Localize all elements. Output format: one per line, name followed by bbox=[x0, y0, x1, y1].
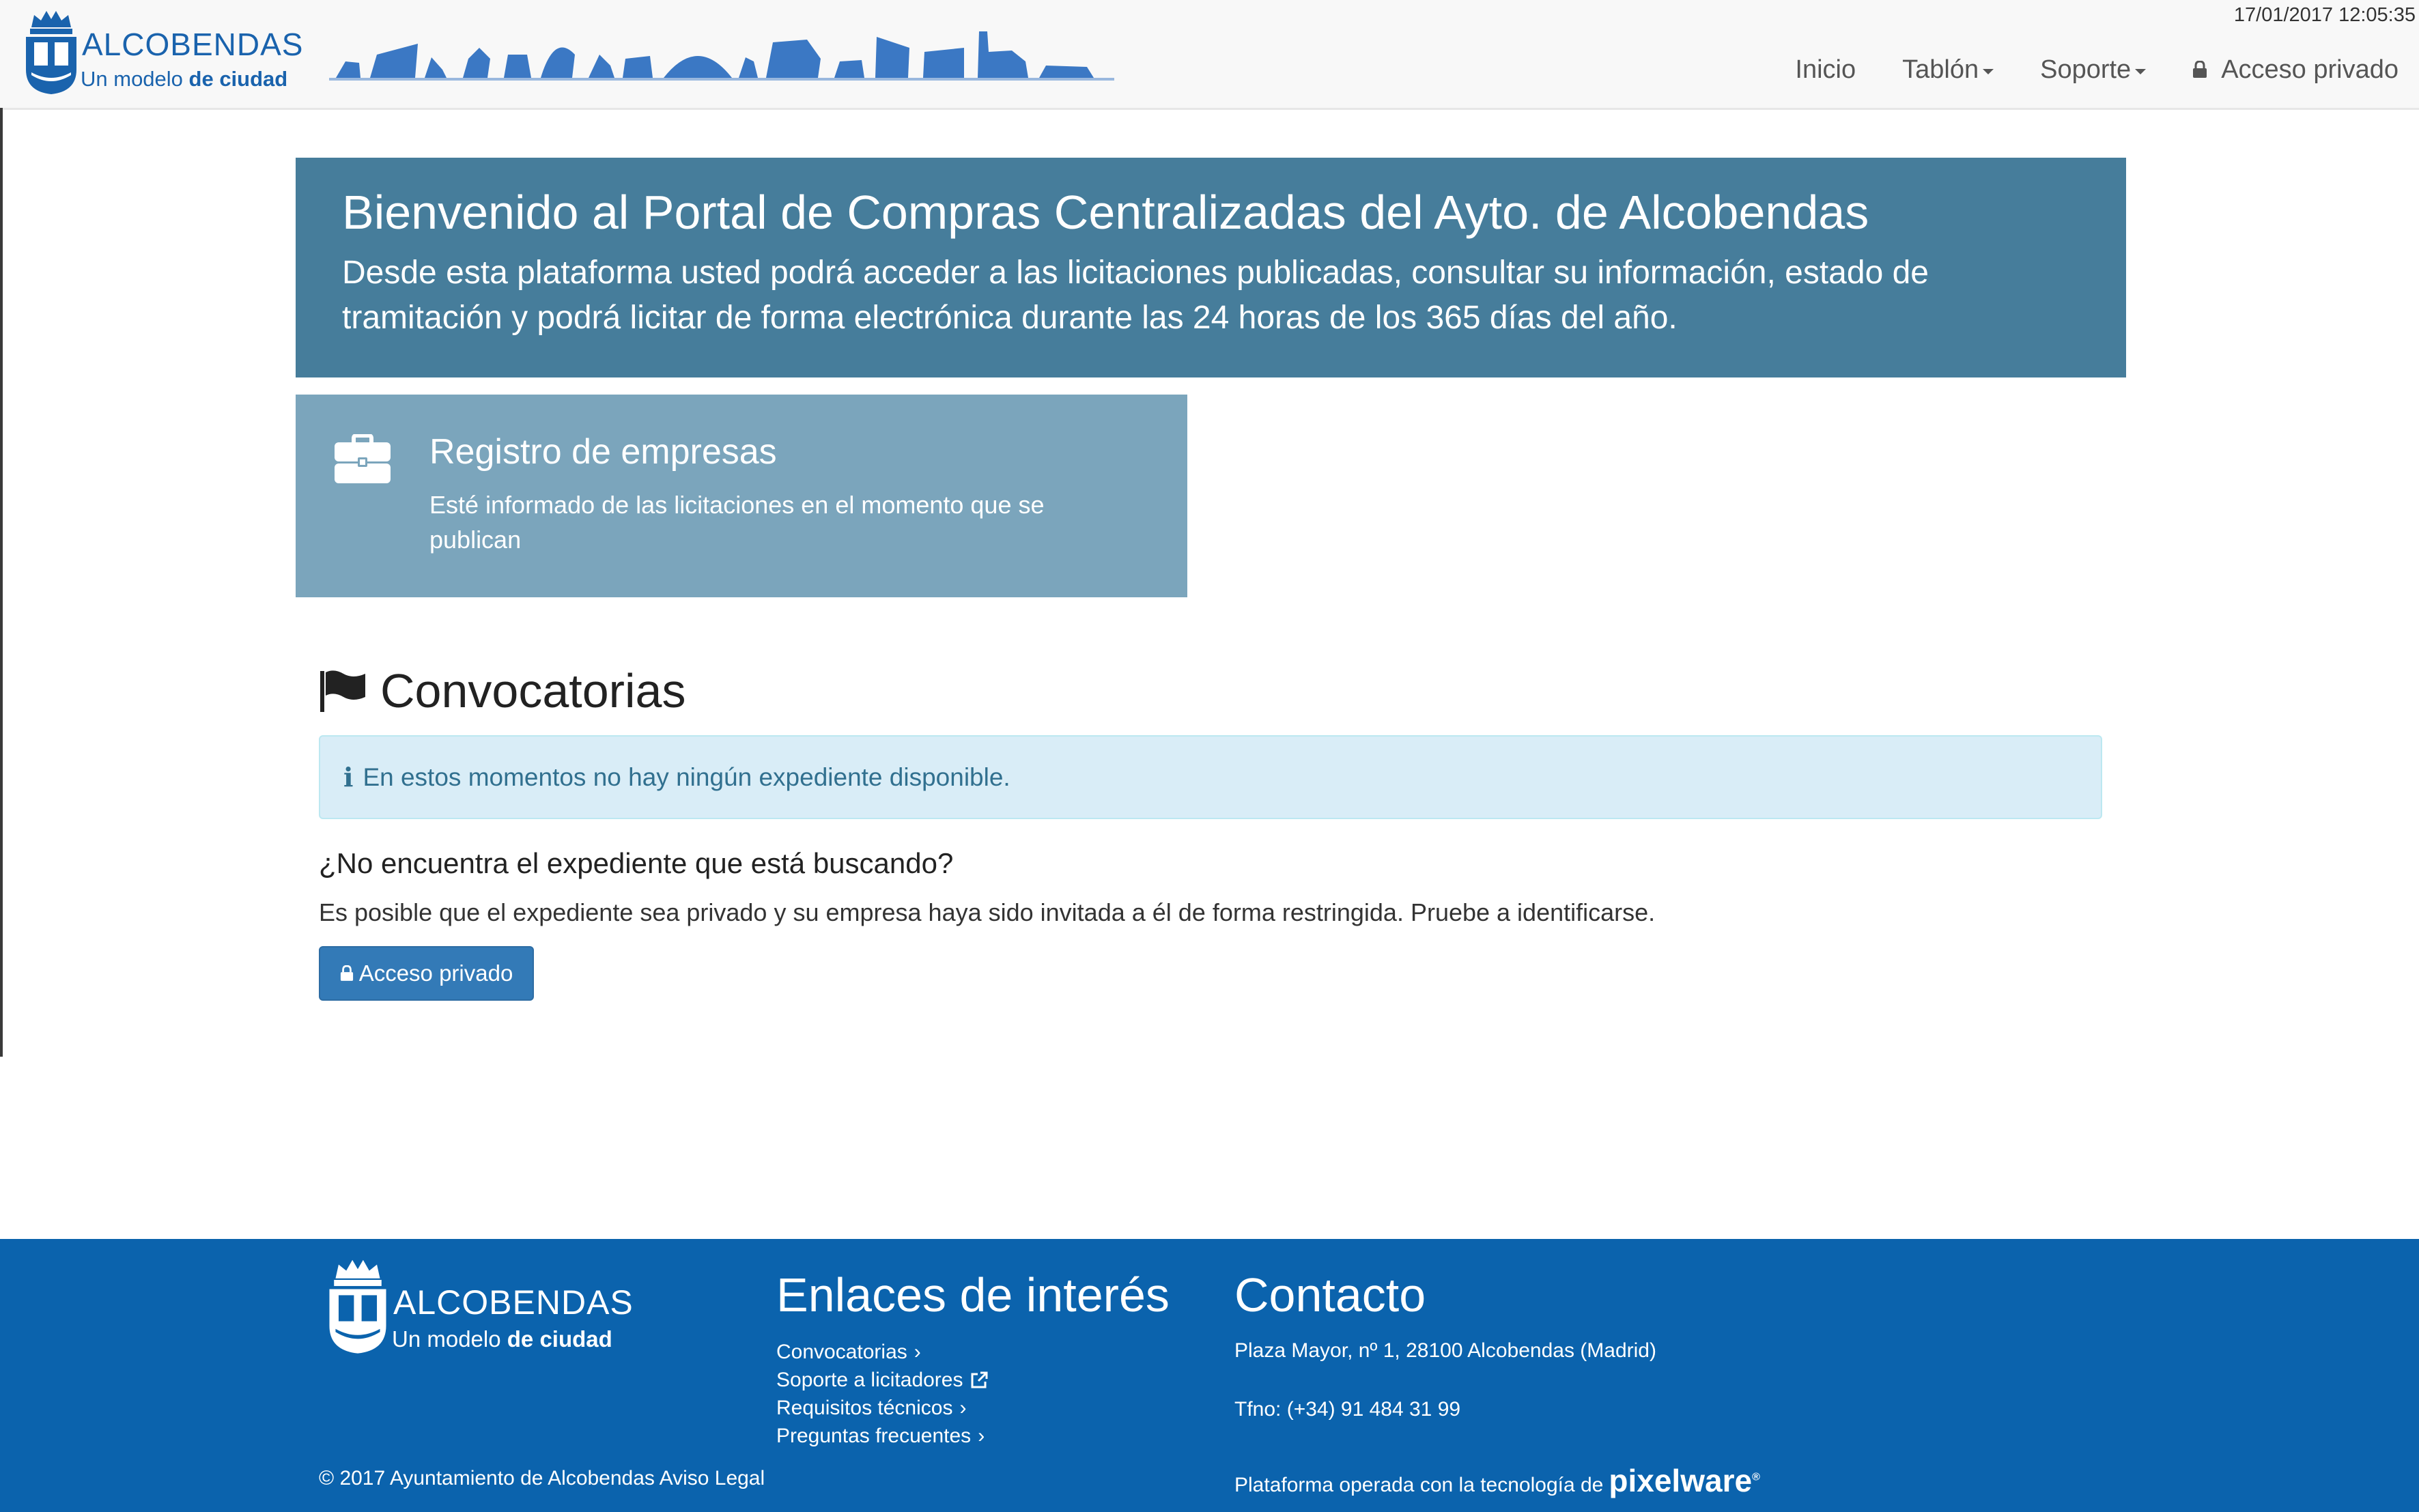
main-nav bbox=[1795, 51, 2399, 89]
convocatorias-heading bbox=[319, 664, 685, 718]
info-icon: i bbox=[343, 762, 354, 793]
welcome-jumbotron bbox=[296, 158, 2126, 377]
chevron-right-icon: › bbox=[914, 1341, 921, 1363]
links-heading: Enlaces de interés bbox=[776, 1268, 1170, 1322]
powered-by-text: Plataforma operada con la tecnología de bbox=[1234, 1474, 1604, 1496]
footer-link-preguntas[interactable]: Preguntas frecuentes › bbox=[776, 1422, 988, 1450]
pixelware-logo[interactable]: pixelware® bbox=[1609, 1463, 1760, 1498]
chevron-right-icon: › bbox=[959, 1397, 967, 1419]
nav-inicio[interactable] bbox=[1795, 55, 1856, 85]
footer-brand-tagline: Un modelo de ciudad bbox=[392, 1326, 612, 1352]
nav-soporte-label: Soporte bbox=[2040, 55, 2132, 84]
nav-soporte-dropdown[interactable] bbox=[2040, 55, 2146, 85]
registro-title: Registro de empresas bbox=[429, 432, 777, 472]
lock-icon bbox=[2192, 61, 2207, 79]
briefcase-icon bbox=[335, 434, 391, 483]
contact-heading: Contacto bbox=[1234, 1268, 1426, 1322]
caret-down-icon bbox=[2135, 69, 2146, 74]
brand-name: ALCOBENDAS bbox=[82, 27, 304, 62]
nav-acceso-label: Acceso privado bbox=[2221, 55, 2399, 84]
welcome-text: Desde esta plataforma usted podrá acceder a las licitaciones publicadas, consultar su información, estado de tramitación y podrá licitar de forma electrónica durante las 24 horas de los 365 días del año. bbox=[342, 255, 1929, 336]
alcobendas-logo[interactable] bbox=[23, 7, 304, 96]
copyright-text: © 2017 Ayuntamiento de Alcobendas Aviso Legal bbox=[319, 1467, 765, 1489]
welcome-title: Bienvenido al Portal de Compras Centralizadas del Ayto. de Alcobendas bbox=[342, 186, 1869, 239]
footer-link-convocatorias[interactable]: Convocatorias › bbox=[776, 1338, 988, 1366]
alert-text: En estos momentos no hay ningún expediente disponible. bbox=[363, 762, 1010, 791]
brand-tagline: Un modelo de ciudad bbox=[81, 67, 288, 91]
external-link-icon bbox=[970, 1371, 988, 1389]
not-found-explanation: Es posible que el expediente sea privado y su empresa haya sido invitada a él de forma restringida. Pruebe a identificarse. bbox=[319, 898, 1656, 926]
chevron-right-icon: › bbox=[978, 1425, 985, 1447]
no-expedientes-alert bbox=[319, 735, 2102, 819]
footer-link-requisitos[interactable]: Requisitos técnicos › bbox=[776, 1394, 988, 1422]
footer-logo bbox=[326, 1254, 634, 1363]
acceso-privado-button[interactable] bbox=[319, 946, 534, 1001]
lock-icon bbox=[340, 965, 354, 982]
flag-icon bbox=[319, 670, 367, 712]
footer-link-soporte[interactable]: Soporte a licitadores bbox=[776, 1366, 988, 1394]
powered-by bbox=[1234, 1462, 1760, 1499]
footer-brand-name: ALCOBENDAS bbox=[393, 1283, 634, 1322]
current-datetime: 17/01/2017 12:05:35 bbox=[2233, 4, 2416, 26]
nav-tablon-label: Tablón bbox=[1902, 55, 1979, 84]
window-edge bbox=[0, 108, 3, 1057]
contact-address: Plaza Mayor, nº 1, 28100 Alcobendas (Madrid) bbox=[1234, 1339, 1656, 1362]
skyline-icon bbox=[329, 27, 1114, 82]
top-navbar bbox=[0, 0, 2419, 110]
acceso-privado-label: Acceso privado bbox=[358, 960, 513, 986]
nav-tablon-dropdown[interactable] bbox=[1902, 55, 1994, 85]
links-list bbox=[776, 1338, 988, 1450]
nav-inicio-label: Inicio bbox=[1795, 55, 1856, 84]
not-found-question: ¿No encuentra el expediente que está buscando? bbox=[319, 847, 954, 879]
nav-acceso-privado[interactable] bbox=[2192, 55, 2399, 85]
convocatorias-title: Convocatorias bbox=[380, 664, 686, 717]
registro-text: Esté informado de las licitaciones en el momento que se publican bbox=[429, 491, 1045, 554]
coat-of-arms-icon bbox=[23, 7, 79, 96]
coat-of-arms-icon bbox=[326, 1254, 389, 1356]
contact-phone: Tfno: (+34) 91 484 31 99 bbox=[1234, 1398, 1461, 1421]
caret-down-icon bbox=[1983, 69, 1994, 74]
registro-empresas-tile[interactable] bbox=[296, 395, 1187, 597]
